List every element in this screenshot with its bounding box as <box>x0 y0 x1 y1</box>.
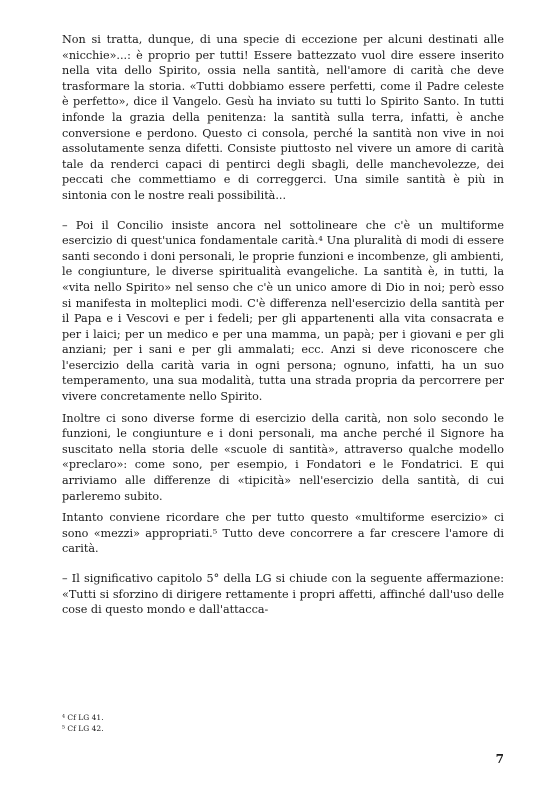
paragraph-3: Inoltre ci sono diverse forme di esercizio della carità, non solo secondo le funzioni, le congiunture e i doni personali, ma anche perché il Signore ha suscitato nella storia delle «scuole di santità», attraverso qualche modello «preclaro»: come sono, per esempio, i Fondatori e le Fondatrici. E qui arriviamo alle differenze di «tipicità» nell'esercizio della santità, di cui parleremo subito. <box>62 411 504 503</box>
paragraph-2: – Poi il Concilio insiste ancora nel sottolineare che c'è un multiforme esercizio di quest'unica fondamentale carità.⁴ Una pluralità di modi di essere santi secondo i doni personali, le proprie funzioni e incombenze, gli ambienti, le congiunture, le diverse spiritualità evangeliche. La santità è, in tutti, la «vita nello Spirito» nel senso che c'è un unico amore di Dio in noi; però esso si manifesta in molteplici modi. C'è differenza nell'esercizio della santità per il Papa e i Vescovi e per i fedeli; per gli appartenenti alla vita consacrata e per i laici; per un medico e per una mamma, un papà; per i giovani e per gli anziani; per i sani e per gli ammalati; ecc. Anzi si deve riconoscere che l'esercizio della carità varia in ogni persona; ognuno, infatti, ha un suo temperamento, una sua modalità, tutta una strada propria da percorrere per vivere concretamente nello Spirito. <box>62 218 504 404</box>
footnotes <box>62 712 104 734</box>
paragraph-1: Non si tratta, dunque, di una specie di eccezione per alcuni destinati alle «nicchie»...: è proprio per tutti! Essere battezzato vuol dire essere inserito nella vita dello Spirito, ossia nella santità, nell'amore di carità che deve trasformare la storia. «Tutti dobbiamo essere perfetti, come il Padre celeste è perfetto», dice il Vangelo. Gesù ha inviato su tutti lo Spirito Santo. In tutti infonde la grazia della penitenza: la santità sulla terra, infatti, è anche conversione e perdono. Questo ci consola, perché la santità non vive in noi assolutamente senza difetti. Consiste piuttosto nel vivere un amore di carità tale da renderci capaci di pentirci degli sbagli, delle manchevolezze, dei peccati che commettiamo e di correggerci. Una simile santità è più in sintonia con le nostre reali possibilità... <box>62 33 504 202</box>
page-number: 7 <box>495 752 504 766</box>
footnote-5: ⁵ Cf LG 42. <box>62 724 104 733</box>
paragraph-4: Intanto conviene ricordare che per tutto questo «multiforme esercizio» ci sono «mezzi» appropriati.⁵ Tutto deve concorrere a far crescere l'amore di carità. <box>62 511 504 556</box>
paragraph-5: – Il significativo capitolo 5° della LG si chiude con la seguente affermazione: «Tutti si sforzino di dirigere rettamente i propri affetti, affinché dall'uso delle cose di questo mondo e dall'attacca- <box>62 572 504 617</box>
footnote-4: ⁴ Cf LG 41. <box>62 713 104 722</box>
